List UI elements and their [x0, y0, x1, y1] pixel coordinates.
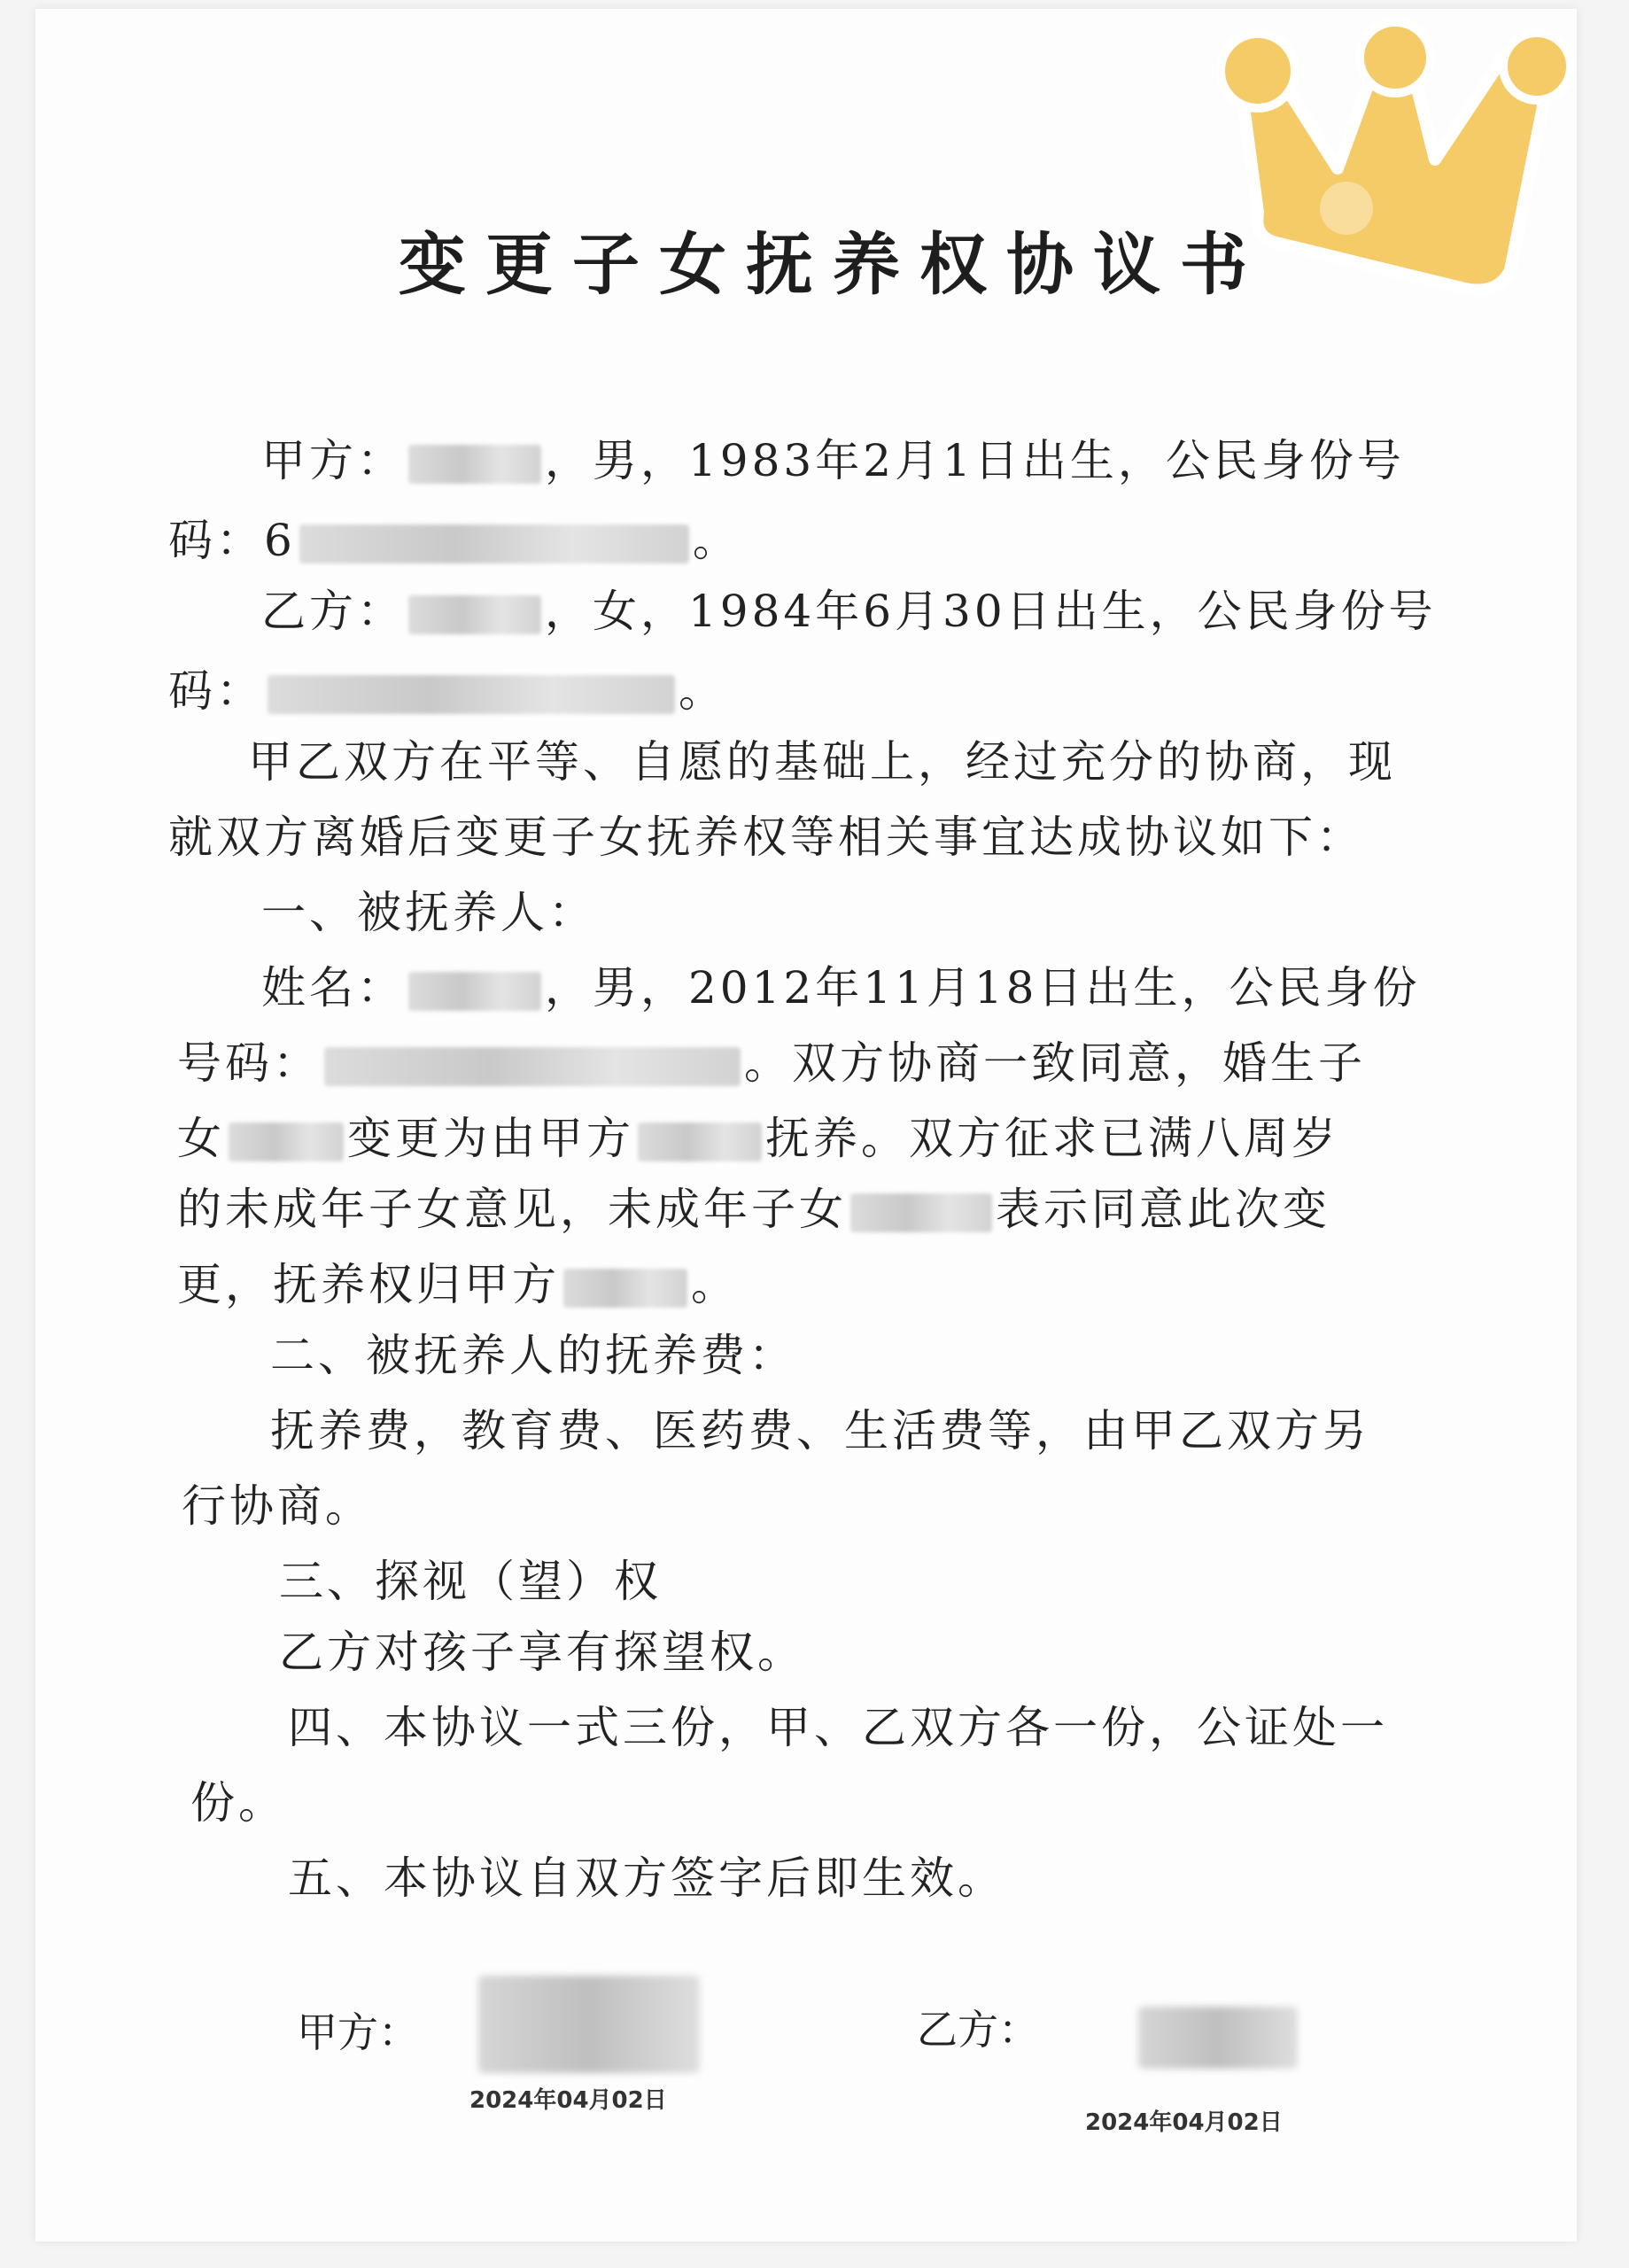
redacted-child-name-3	[850, 1193, 992, 1232]
party-b-signature-label: 乙方：	[917, 2006, 1039, 2054]
section-1-line-2: 号码： 。双方协商一致同意，婚生子	[177, 1037, 1366, 1089]
party-a-id-line: 码：6 。	[168, 515, 741, 566]
document-page	[35, 9, 1577, 2241]
party-a-signature-label: 甲方：	[297, 2008, 419, 2056]
redacted-child-name-2	[229, 1122, 344, 1161]
redacted-name-a-3	[563, 1269, 687, 1308]
redacted-id-b	[268, 675, 675, 714]
party-b-signature	[1138, 2007, 1298, 2069]
redacted-name-a	[408, 445, 541, 484]
crown-sticker-icon	[1205, 18, 1594, 372]
section-2-line-2: 行协商。	[182, 1480, 373, 1532]
redacted-child-id	[324, 1047, 741, 1086]
section-2-heading: 二、被抚养人的抚养费：	[270, 1330, 796, 1381]
party-b-id-line: 码： 。	[168, 665, 726, 717]
redacted-name-b	[408, 595, 541, 634]
party-b-line: 乙方： ，女，1984年6月30日出生，公民身份号	[261, 586, 1437, 637]
section-5-line-1: 五、本协议自双方签字后即生效。	[288, 1852, 1005, 1904]
document-title: 变更子女抚养权协议书	[399, 225, 1267, 304]
redacted-child-name	[408, 972, 541, 1011]
redacted-name-a-2	[638, 1122, 762, 1161]
section-3-line-1: 乙方对孩子享有探望权。	[279, 1627, 805, 1678]
party-a-date: 2024年04月02日	[469, 2087, 667, 2114]
section-4-line-1: 四、本协议一式三份，甲、乙双方各一份，公证处一	[288, 1702, 1388, 1753]
section-1-line-1: 姓名： ，男，2012年11月18日出生，公民身份	[261, 962, 1421, 1014]
section-1-line-4: 的未成年子女意见，未成年子女 表示同意此次变	[177, 1184, 1330, 1235]
section-2-line-1: 抚养费，教育费、医药费、生活费等，由甲乙双方另	[270, 1405, 1370, 1456]
intro-line-2: 就双方离婚后变更子女抚养权等相关事宜达成协议如下：	[168, 812, 1364, 863]
party-a-line: 甲方： ，男，1983年2月1日出生，公民身份号	[261, 435, 1405, 486]
intro-line-1: 甲乙双方在平等、自愿的基础上，经过充分的协商，现	[248, 736, 1396, 788]
section-4-line-2: 份。	[190, 1777, 286, 1829]
section-1-heading: 一、被抚养人：	[261, 887, 596, 938]
section-3-heading: 三、探视（望）权	[279, 1556, 662, 1607]
section-1-line-3: 女 变更为由甲方 抚养。双方征求已满八周岁	[177, 1113, 1339, 1164]
party-b-date: 2024年04月02日	[1085, 2109, 1283, 2136]
party-a-signature	[478, 1976, 700, 2073]
section-1-line-5: 更，抚养权归甲方 。	[177, 1259, 739, 1310]
redacted-id-a	[299, 524, 689, 563]
